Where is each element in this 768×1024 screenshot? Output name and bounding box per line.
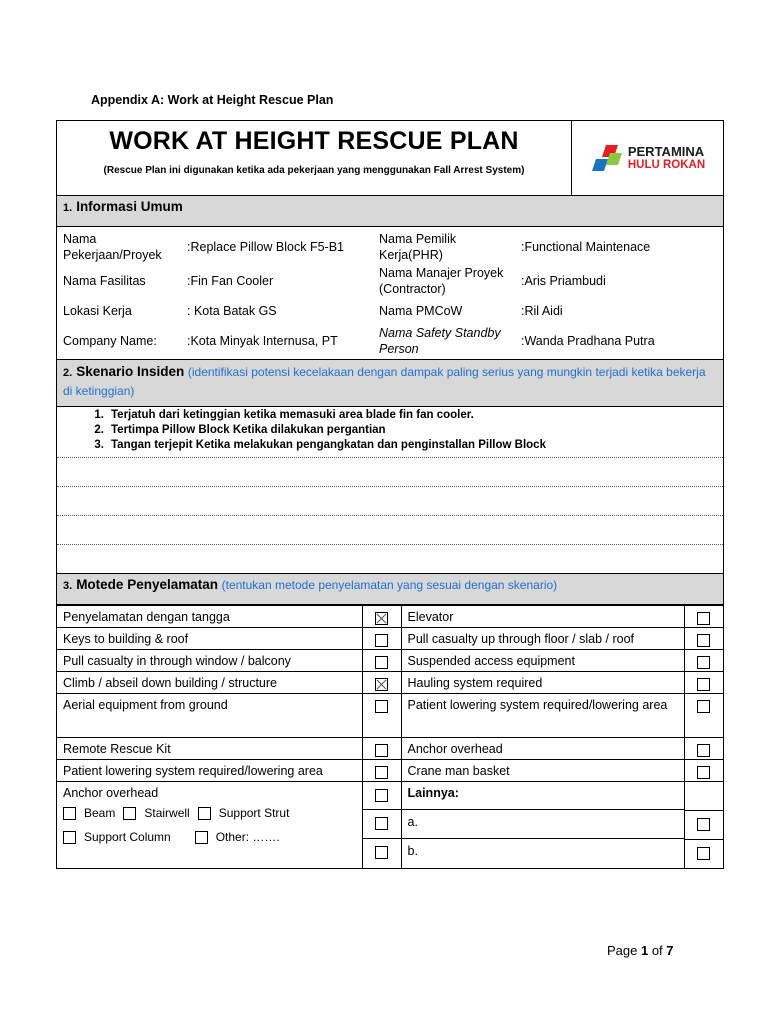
method-label: Patient lowering system required/lowering area xyxy=(57,760,362,782)
option-b-right-checkbox[interactable] xyxy=(697,847,710,860)
method-label: Climb / abseil down building / structure xyxy=(57,672,362,694)
method-checkbox[interactable] xyxy=(375,744,388,757)
list-item: 1. Terjatuh dari ketinggian ketika memasuki area blade fin fan cooler. xyxy=(94,409,474,421)
info-value: :Kota Minyak Internusa, PT xyxy=(187,334,338,348)
beam-checkbox[interactable] xyxy=(63,807,76,820)
method-checkbox[interactable] xyxy=(375,634,388,647)
anchor-overhead-checkbox[interactable] xyxy=(375,789,388,802)
general-info-grid xyxy=(57,227,723,360)
other-option-a[interactable]: a. xyxy=(402,810,684,839)
method-checkbox[interactable] xyxy=(375,612,388,625)
table-row: Anchor overhead Beam Stairwell Support Strut Support Column Other: ……. Lainnya: a. b. xyxy=(57,782,723,869)
method-label: Aerial equipment from ground xyxy=(57,694,362,738)
table-row xyxy=(57,760,723,782)
method-label: Patient lowering system required/lowering area xyxy=(401,694,684,738)
method-label: Keys to building & roof xyxy=(57,628,362,650)
lainnya-label: Lainnya: xyxy=(402,782,684,810)
method-checkbox[interactable] xyxy=(697,678,710,691)
form-title: WORK AT HEIGHT RESCUE PLAN xyxy=(109,127,519,155)
support-strut-checkbox[interactable] xyxy=(198,807,211,820)
blank-line[interactable] xyxy=(57,516,723,545)
info-value: : Kota Batak GS xyxy=(187,304,277,318)
info-label: Company Name: xyxy=(63,334,157,348)
table-row xyxy=(57,694,723,738)
method-label: Anchor overhead xyxy=(401,738,684,760)
method-checkbox[interactable] xyxy=(697,634,710,647)
table-row xyxy=(57,738,723,760)
section-1-title: Informasi Umum xyxy=(76,199,183,214)
pertamina-logo-icon xyxy=(590,143,624,173)
section-3-header xyxy=(57,574,723,605)
info-label: Nama Fasilitas xyxy=(63,274,146,288)
blank-line[interactable] xyxy=(57,458,723,487)
info-value: :Aris Priambudi xyxy=(521,274,606,288)
method-label: Pull casualty up through floor / slab / roof xyxy=(401,628,684,650)
anchor-overhead-label: Anchor overhead xyxy=(63,786,159,800)
method-label: Remote Rescue Kit xyxy=(57,738,362,760)
other-checkbox[interactable] xyxy=(195,831,208,844)
method-checkbox[interactable] xyxy=(375,656,388,669)
method-label: Crane man basket xyxy=(401,760,684,782)
form-subtitle: (Rescue Plan ini digunakan ketika ada pekerjaan yang menggunakan Fall Arrest System) xyxy=(103,165,525,176)
method-checkbox[interactable] xyxy=(375,766,388,779)
option-a-right-checkbox[interactable] xyxy=(697,818,710,831)
info-value: :Replace Pillow Block F5-B1 xyxy=(187,240,345,254)
section-1-header xyxy=(57,196,723,227)
logo-line-2: HULU ROKAN xyxy=(627,158,706,171)
pertamina-logo xyxy=(572,121,723,195)
method-checkbox[interactable] xyxy=(375,700,388,713)
option-a-left-checkbox[interactable] xyxy=(375,817,388,830)
table-row xyxy=(57,672,723,694)
method-checkbox[interactable] xyxy=(697,612,710,625)
section-2-title: Skenario Insiden xyxy=(76,364,185,379)
table-row xyxy=(57,650,723,672)
section-3-number: 3. xyxy=(63,580,73,592)
info-label: Nama Manajer Proyek (Contractor) xyxy=(379,266,504,296)
stairwell-checkbox[interactable] xyxy=(123,807,136,820)
option-b-left-checkbox[interactable] xyxy=(375,846,388,859)
info-label: Nama Pemilik Kerja(PHR) xyxy=(379,232,457,262)
blank-line[interactable] xyxy=(57,487,723,516)
info-label: Nama Pekerjaan/Proyek xyxy=(63,232,162,262)
rescue-plan-form xyxy=(56,120,724,869)
method-label: Hauling system required xyxy=(401,672,684,694)
section-2-note: (identifikasi potensi kecelakaan dengan dampak paling serius yang mungkin terjadi ketika bekerja di ketinggian) xyxy=(63,365,706,398)
list-item: 3. Tangan terjepit Ketika melakukan pengangkatan dan penginstallan Pillow Block xyxy=(94,439,546,451)
info-value: :Wanda Pradhana Putra xyxy=(521,334,655,348)
support-column-checkbox[interactable] xyxy=(63,831,76,844)
section-1-number: 1. xyxy=(63,202,73,214)
list-item: 2. Tertimpa Pillow Block Ketika dilakukan pergantian xyxy=(94,424,386,436)
other-option-b[interactable]: b. xyxy=(407,844,418,858)
page-number: Page 1 of 7 xyxy=(607,943,674,958)
header-title-cell xyxy=(57,121,572,195)
method-label: Elevator xyxy=(401,606,684,628)
method-label: Pull casualty in through window / balcony xyxy=(57,650,362,672)
section-2-header xyxy=(57,360,723,407)
method-label: Suspended access equipment xyxy=(401,650,684,672)
info-label: Nama Safety Standby Person xyxy=(379,326,501,356)
blank-line[interactable] xyxy=(57,545,723,574)
table-row xyxy=(57,628,723,650)
info-label: Lokasi Kerja xyxy=(63,304,132,318)
appendix-heading: Appendix A: Work at Height Rescue Plan xyxy=(91,93,334,107)
method-label: Penyelamatan dengan tangga xyxy=(57,606,362,628)
info-label: Nama PMCoW xyxy=(379,304,463,318)
section-3-title: Motede Penyelamatan xyxy=(76,577,218,592)
section-2-number: 2. xyxy=(63,367,73,379)
method-checkbox[interactable] xyxy=(697,700,710,713)
info-value: :Fin Fan Cooler xyxy=(187,274,274,288)
scenario-list xyxy=(57,407,723,458)
info-value: :Functional Maintenace xyxy=(521,240,651,254)
method-checkbox[interactable] xyxy=(697,766,710,779)
logo-line-1: PERTAMINA xyxy=(627,144,705,160)
form-header xyxy=(57,121,723,196)
table-row xyxy=(57,606,723,628)
info-value: :Ril Aidi xyxy=(521,304,563,318)
section-3-note: (tentukan metode penyelamatan yang sesuai dengan skenario) xyxy=(221,578,558,592)
rescue-method-table xyxy=(57,605,723,868)
method-checkbox[interactable] xyxy=(697,656,710,669)
method-checkbox[interactable] xyxy=(697,744,710,757)
method-checkbox[interactable] xyxy=(375,678,388,691)
